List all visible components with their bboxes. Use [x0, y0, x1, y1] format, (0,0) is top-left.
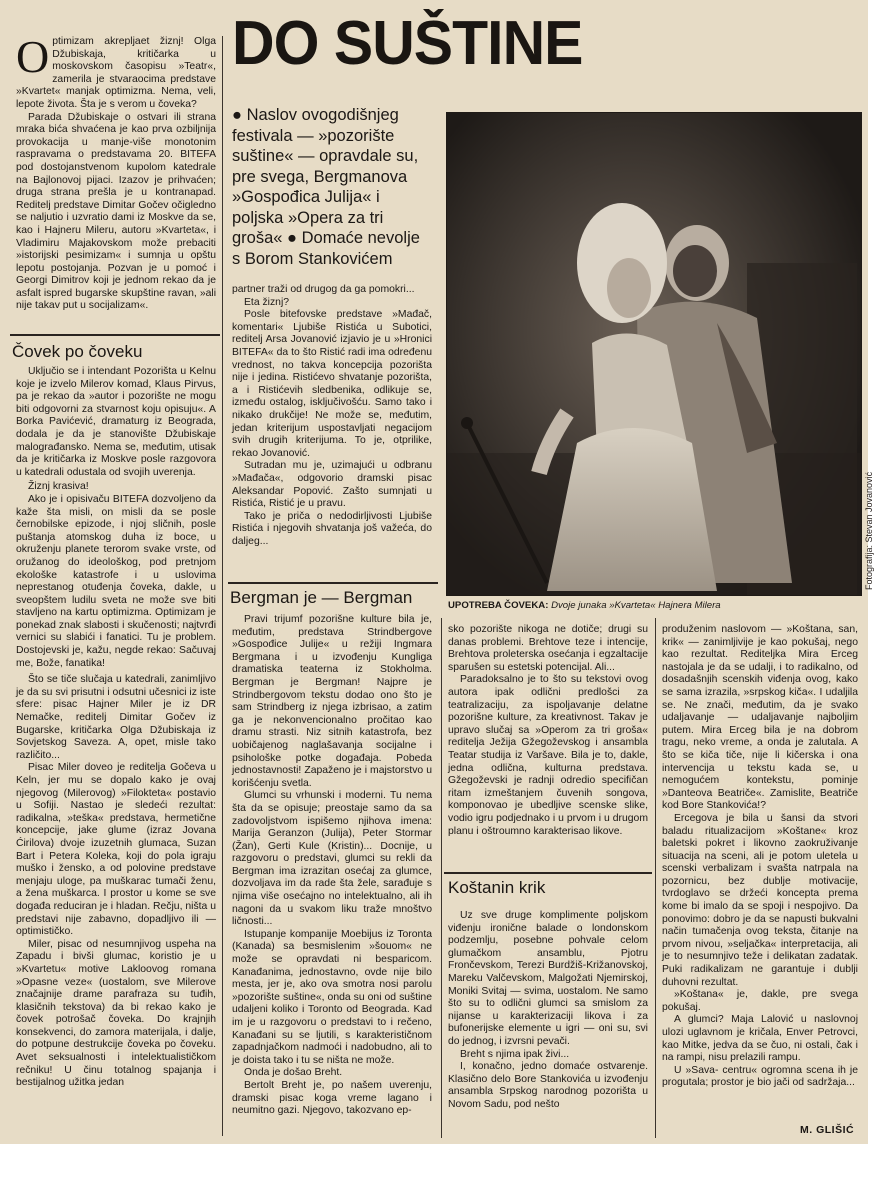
column-divider [441, 618, 442, 1138]
photo [446, 112, 862, 596]
column-3-lower-text [448, 910, 648, 1112]
intro-paragraph-2: Parada Džubiskaje o ostvari ili strana mraka bića shvaćena je kao prva ozbiljnija provokacija u manje-više monotonim raspravama o predstavama 20. BITEFA pod dostojanstvenom kupolom katedrale na Bajlonovoj pijaci. Izazov je prihvaćen; druga strana prešla je u kontranapad. Reditelj predstave Dimitar Gočev očigledno se naljutio i uzvratio dami iz Moskve da se, kao i Hajneru Mileru, autoru »Kvarteta«, i Vladimiru Majakovskom može prebaciti »istorijski pesimizam« i sumnja u opštu lepotu postojanja. Pozvan je u pomoć i Georgi Dimitrov koji je jednom rekao da je asfalt ispred bugarske skupštine ravan, »ali nije takav put u socijalizam«. [16, 111, 216, 312]
paragraph: U »Sava- centru« ogromna scena ih je progutala; prostor je bio jači od sadržaja... [662, 1064, 858, 1089]
paragraph: A glumci? Maja Lalović u naslovnoj ulozi uglavnom je kričala, Enver Petrovci, kao Mitke, jedva da se čuo, ni ostali, čak i na rampi, nisu prelazili rampu. [662, 1014, 858, 1064]
column-2-lower-text [232, 614, 432, 1118]
deck-line-2: Domaće nevolje s Borom Stankovićem [232, 229, 420, 268]
paragraph: Tako je priča o nedodirljivosti Ljubiše Ristića i njegovih shvatanja još važeća, do daljeg... [232, 510, 432, 547]
deck-line-1: Naslov ovogodišnjeg festivala — »pozorište suštine« — opravdale su, pre svega, Bergmanova »Gospođica Julija« i poljska »Opera za tri groša« [232, 106, 419, 247]
divider [444, 872, 652, 874]
divider [10, 334, 220, 336]
paragraph: Ercegova je bila u šansi da stvori baladu ritualizacijom »Koštane« kroz baletski pokret i likovno zaokruživanje situacija na sceni, ali je potom uletela u scenski verbalizam i svašta natrpala na pozornicu, bez dublje motivacije, tvrdoglavo se držeći koncepta prema kome bi imalo da se spoji i nespojivo. Da ponovimo: dobro je da se napusti bukvalni način tumačenja ovog teksta, čitanje na prvom nivou, »seljačka« interpretacija, ali je to nesumnjivo teže i delikatan zadatak. Puki radikalizam ne garantuje i dublji duhovni rezultat. [662, 812, 858, 988]
author-signature: M. GLIŠIĆ [800, 1124, 855, 1136]
column-4-text [662, 624, 858, 1090]
paragraph: Pravi trijumf pozorišne kulture bila je, međutim, predstava Strindbergove »Gospođice Julije« u režiji Ingmara Bergmana i u izvođenju Kungliga dramatiska teaterna iz Stokholma. Bergman je Bergman! Najpre je Strindbergovom tekstu dodao ono što je sam Strindberg iz njega izbrisao, a zatim ga je nekonvencionalno pročitao kao dramu strasti. Niz sitnih katastrofa, bez uobičajenog naglašavanja socijalne i psihološke potke događaja. Pobeda jednostavnosti! Zapaženo je i majstorstvo u korišćenju svetla. [232, 614, 432, 789]
paragraph: »Koštana« je, dakle, pre svega pokušaj. [662, 989, 858, 1013]
column-2-upper-text [232, 284, 432, 548]
photo-credit: Fotografija: Stevan Jovanović [864, 471, 874, 590]
caption-text: Dvoje junaka »Kvarteta« Hajnera Milera [551, 600, 721, 611]
paragraph: Miler, pisac od nesumnjivog uspeha na Zapadu i bivši glumac, koristio je u »Kvartetu« motive Lakloovog romana »Opasne veze« (uostalom, sve Milerove značajnije drame parafraza su tuđih, klasičnih tekstova) da bi rekao kako je čovek potrošač čoveka. Do krajnjih konsekvenci, do zamora materijala, i dalje, do potpune destrukcije čoveka po čoveku. Avet seksualnosti i intelektualističkom rečniku! U činu totalnog spajanja i bestijalnog užitka jedan [16, 938, 216, 1089]
drop-cap: O [16, 31, 50, 82]
paragraph: Glumci su vrhunski i moderni. Tu nema šta da se opisuje; preostaje samo da sa zadovoljstvom ispišemo njihova imena: Marija Geranzon (Julija), Peter Stormar (Žan), Gerti Kule (Kristin)... Docnije, u razgovoru o predstavi, glumci su rekli da Bergman ima izrazitan osećaj za glumce, dozvoljava im da rade šta žele, sarađuje s njima više osećajno no intelektualno, ali ih nagoni da u svakom liku traže mnoštvo ličnosti... [232, 790, 432, 928]
photo-caption [448, 600, 858, 612]
subheading-bergman: Bergman je — Bergman [230, 588, 413, 607]
bullet-icon: ● [287, 229, 298, 247]
paragraph: produženim naslovom — »Koštana, san, krik« — zanimljivije je kao pokušaj, nego kao rezultat. Rediteljka Mira Erceg nastojala je da se udalji, i to radikalno, od dosadašnjih scenskih viđenja ovog, kako se sama izrazila, »srpskog kiča«. I udaljila se. Ne znači, međutim, da je svako udaljavanje — udaljavanje najboljim putem. Mira Erceg bila je na dobrom tragu, neko vreme, a onda je zalutala. A što se kiča tiče, nije li kičerska i ona intervencija u tekstu kada se, u nemogućem kontekstu, pominje »Danteova Beatriče«. Zamislite, Beatriče kod Bore Stankovića!? [662, 624, 858, 812]
paragraph: Žiznj krasiva! [28, 481, 89, 493]
paragraph: Što se tiče slučaja u katedrali, zanimljivo je da su svi prisutni i odsutni učesnici iz iste sfere: pisac Hajner Miler je iz DR Nemačke, reditelj Dimitar Gočev iz Bugarske, kritičarka Olga Džubiskaja iz Sovjetskog Saveza. A, opet, misle tako različito... [16, 674, 216, 761]
paragraph: I, konačno, jedno domaće ostvarenje. Klasično delo Bore Stankovića u izvođenju ansambla Srpskog narodnog pozorišta u Novom Sadu, pod nešto [448, 1061, 648, 1110]
paragraph: Paradoksalno je to što su tekstovi ovog autora ipak odlični predlošci za teatralizaciju, za ispoljavanje delatne pozorišne kulture, za kreativnost. Takav je upravo slučaj sa »Operom za tri groša« reditelja Ježija Gžegoževskog i ansambla Teatar studija iz Varšave. Bila je to, dakle, jedna odlična, kulturna predstava. Gžegoževski je radnji odredio specifičan ritam izmeštanjem čuvenih songova, komponovao je ubedljive scenske slike, vodio igru podjednako i u prvom i u drugom planu i oštroumno karakterisao likove. [448, 674, 648, 837]
article-deck [232, 105, 432, 269]
column-1-text [16, 366, 216, 1090]
subheading-kostanin-krik: Koštanin krik [448, 878, 546, 897]
intro-paragraph-1: ptimizam akrepljaet žiznj! Olga Džubiskaja, kritičarka u moskovskom časopisu »Teatr«, zamerila je stvaraocima predstave »Kvartet« manjak optimizma. Nema, veli, lepote života. Šta je s verom u čoveka? [16, 36, 216, 110]
paragraph: sko pozorište nikoga ne dotiče; drugi su danas problemi. Brehtove teze i intencije, Brehtova proleterska osećanja i egzaltacije sparušen su estetski potencijal. Ali... [448, 624, 648, 673]
divider [228, 582, 438, 584]
article-title: DO SUŠTINE [232, 9, 583, 78]
paragraph: Sutradan mu je, uzimajući u odbranu »Mađača«, odgovorio dramski pisac Aleksandar Popović. Zašto sumnjati u Ristića, Ristić je u pravu. [232, 460, 432, 510]
paragraph: Breht s njima ipak živi... [460, 1048, 570, 1060]
paragraph: Eta žiznj? [244, 296, 290, 308]
intro-text [16, 31, 216, 313]
paragraph: Istupanje kompanije Moebijus iz Toronta (Kanada) sa besmislenim »šouom« ne može se opravdati ni besparicom. Kanađanima, jednostavno, ovde nije bilo mesta, jer je, ako ova smotra nosi parolu »pozorište suštine«, onda su oni od suštine udaljeni koliko i Toronto od Beograda. Kad im je u razgovoru o predstavi to i rečeno, Kanađani su se ljutili, s karakterističnom zapadnjačkom nadmoći i nadobudno, ali to je doista tako i tu se ništa ne može. [232, 928, 432, 1066]
column-divider [222, 36, 223, 1136]
column-divider [655, 618, 656, 1138]
column-3-upper-text [448, 624, 648, 838]
paragraph: Posle bitefovske predstave »Mađač, komentari« Ljubiše Ristića u Subotici, reditelj Arsa Jovanović izjavio je u »Hronici BITEFA« da to što Ristić radi ima određenu vrednost, no takva koncepcija pozorišta nije i jedina. Ristićevo shvatanje pozorišta, a i Ristićevih sledbenika, odlikuje se, između ostalog, isključivošću. Samo tako i nikako drukčije! Ne može se, međutim, jedan kriterijum uspostavljati negacijom svih drugih kriterijuma. To je, otprilike, rekao Jovanović. [232, 309, 432, 459]
paragraph: Ako je i opisivaču BITEFA dozvoljeno da kaže šta misli, on misli da se posle černobilske epizode, i njoj sličnih, posle puštanja atomskog duha iz boce, u okruženju planete terorom svake vrste, od oružanog do ideološkog, pod pretnjom ekološke katastrofe i u uslovima neprestanog otuđenja čoveka, dakle, u sveopštem ludilu sveta ne može sve biti stavljeno na kartu optimizma. Optimizam je ponekad znak slabosti i skučenosti; najtvrđi vernici su slabići i fanatici. Tu je problem. Dostojevski je, kažu, negde rekao: Sačuvaj me, Bože, fanatika! [16, 493, 216, 669]
paragraph: Uz sve druge komplimente poljskom viđenju ironične balade o londonskom podzemlju, posebne pohvale celom glumačkom ansamblu, Pjotru Frončevskom, Terezi Burdžiš-Križanovskoj, Mareku Valčevskom, Malgožati Njemirskoj, Moniki Svitaj — svima, uostalom. Ne samo što su to odlični glumci sa smislom za nijanse u karakterizaciji likova i za bufonerijske elemente u igri — oni su, svi do jednog, i izvrsni pevači. [448, 910, 648, 1047]
paragraph: Bertolt Breht je, po našem uverenju, dramski pisac koga vreme lagano i neumitno gazi. Njegovo, takozvano ep- [232, 1079, 432, 1117]
paragraph: Onda je došao Breht. [244, 1067, 343, 1079]
caption-lead: UPOTREBA ČOVEKA: [448, 600, 549, 611]
paragraph: partner traži od drugog da ga pomokri... [232, 284, 415, 295]
bullet-icon: ● [232, 106, 242, 124]
paragraph: Uključio se i intendant Pozorišta u Kelnu koje je izvelo Milerov komad, Klaus Pirvus, pa je rekao da »autor i pozorište ne mogu biti odgovorni za stvarnost koju opisuju«. A Borka Pavićević, dramaturg iz Beograda, dodala je da je stanovište Džubiskaje malograđansko. Nema se, međutim, utisak da je kritičarka iz Moskve posle razgovora u katedrali odustala od svojih uverenja. [16, 366, 216, 478]
subheading-covek-po-coveku: Čovek po čoveku [12, 342, 143, 361]
stage-photo [447, 113, 861, 595]
paragraph: Pisac Miler doveo je reditelja Gočeva u Keln, jer mu se dopalo kako je ovaj njegovog (Milerovog) »Filokteta« postavio u Sofiji. Nastao je sledeći rezultat: radikalna, »teška« predstava, hermetične koncepcije, jake glume (izraz Jovana Ćirilova) dvoje izuzetnih glumaca, Suzan Bart i Petera Koleka, koji do pola igraju muško i žensko, a od polovine predstave menjaju uloge, pa muškarac tumači ženu, a žena muškarca. I prostor u kome se sve događa reduciran je i hladan. Rečju, ništa u predstavi nije zabavno, dopadljivo ili — optimističko. [16, 762, 216, 938]
